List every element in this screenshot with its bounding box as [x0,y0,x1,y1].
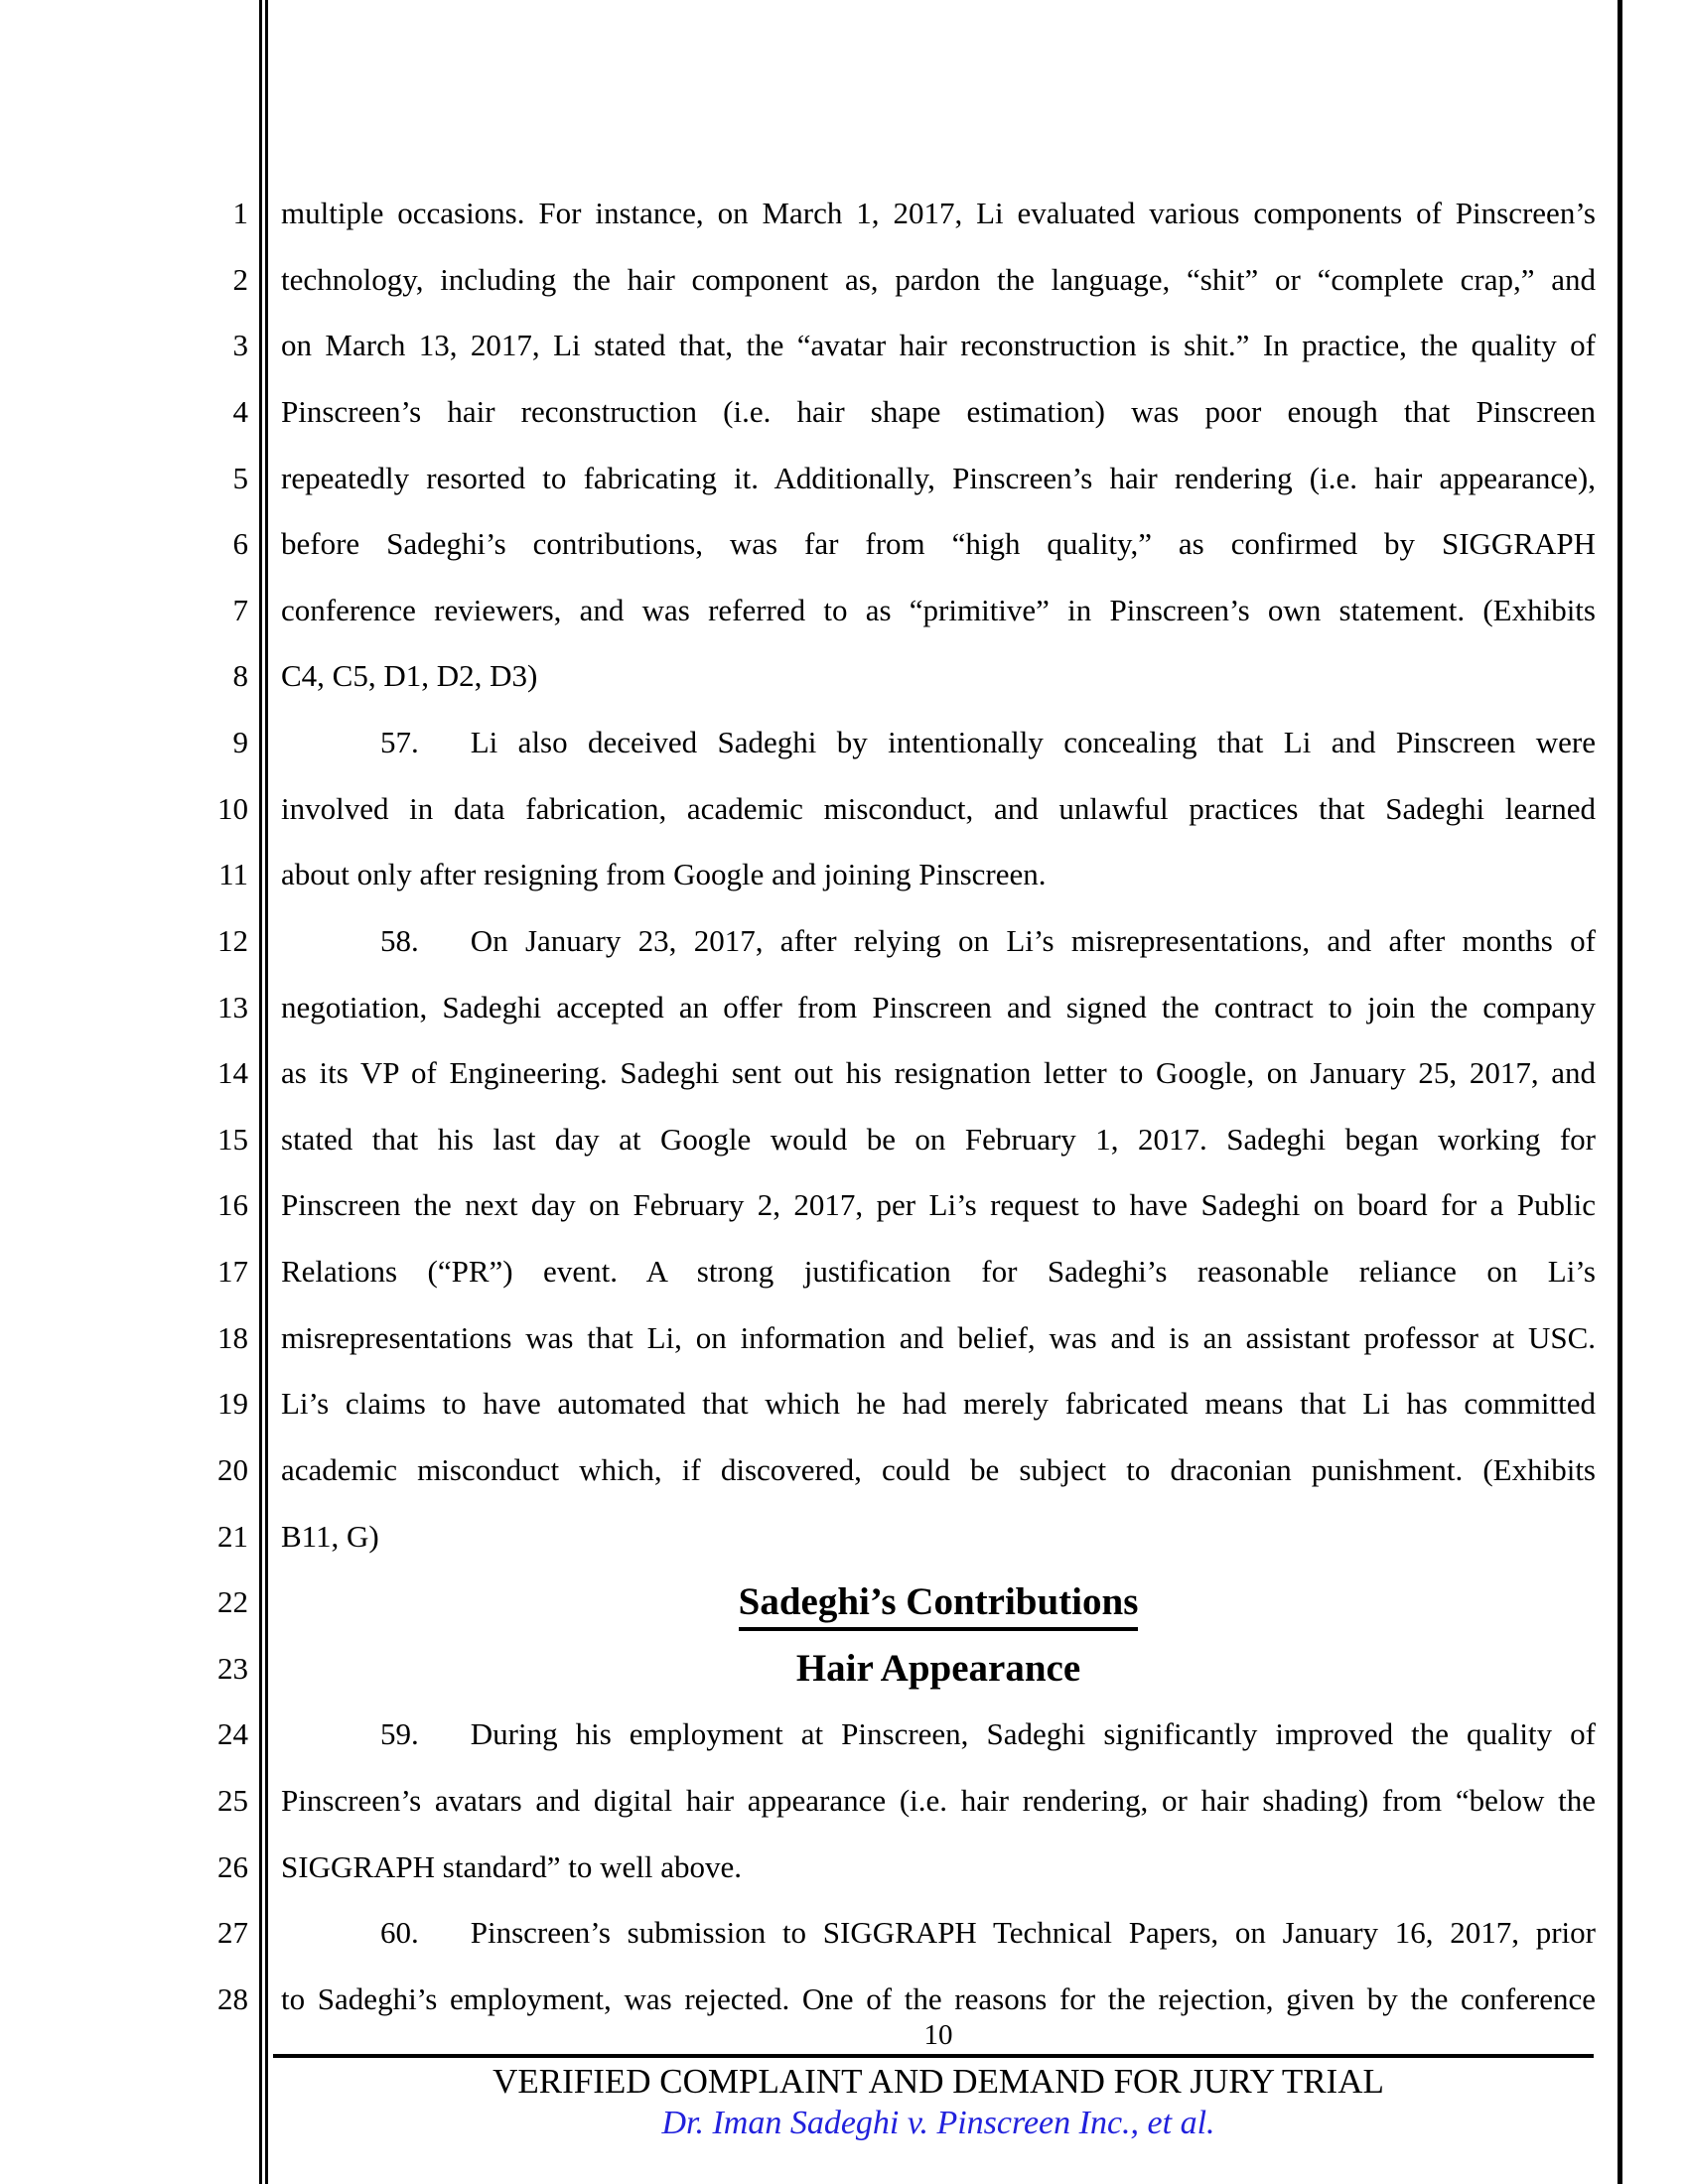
tab-spacer [281,1743,380,1744]
line-number: 25 [217,1783,248,1818]
line-text: stated that his last day at Google would be on February 1, 2017. Sadeghi began working for [281,1121,1596,1157]
document-line [281,1702,1596,1768]
line-text: to Sadeghi’s employment, was rejected. One of the reasons for the rejection, given by the conference [281,1980,1596,2016]
line-text: multiple occasions. For instance, on March 1, 2017, Li evaluated various components of Pinscreen’s [281,196,1596,230]
document-line [281,908,1596,975]
line-number: 14 [217,1055,248,1091]
document-line [281,842,1596,908]
document-line [281,1900,1596,1967]
document-line [281,379,1596,446]
line-text: C4, C5, D1, D2, D3) [281,658,538,694]
document-line [281,776,1596,843]
line-text: Pinscreen’s submission to SIGGRAPH Technical Papers, on January 16, 2017, prior [470,1915,1596,1951]
left-double-rule [259,0,268,2184]
line-text: SIGGRAPH standard” to well above. [281,1848,743,1884]
line-number: 17 [217,1254,248,1289]
line-number: 27 [217,1915,248,1951]
line-number: 7 [232,592,248,627]
tab-spacer [419,751,471,752]
line-number: 1 [232,196,248,230]
paragraph-number: 59. [380,1716,419,1752]
line-number: 12 [217,922,248,958]
line-number: 24 [217,1716,248,1752]
document-line [281,1437,1596,1504]
line-number: 5 [232,460,248,495]
document-line [281,181,1596,247]
line-text: conference reviewers, and was referred to as “primitive” in Pinscreen’s own statement. (Exhibits [281,592,1596,627]
tab-spacer [281,950,380,951]
line-text: Sadeghi’s Contributions [739,1580,1139,1631]
tab-spacer [419,1942,471,1943]
document-line [281,1371,1596,1437]
line-number: 6 [232,526,248,562]
line-number: 22 [217,1584,248,1620]
line-text: On January 23, 2017, after relying on Li’s misrepresentations, and after months of [470,922,1596,958]
line-number: 4 [232,393,248,429]
line-text: involved in data fabrication, academic misconduct, and unlawful practices that Sadeghi learned [281,790,1596,826]
document-line [281,1504,1596,1570]
document-line [281,446,1596,512]
line-number: 16 [217,1187,248,1223]
line-number: 9 [232,725,248,759]
line-number: 13 [217,989,248,1024]
document-line [281,975,1596,1041]
line-number: 18 [217,1319,248,1355]
tab-spacer [419,1743,471,1744]
line-text: on March 13, 2017, Li stated that, the “avatar hair reconstruction is shit.” In practice, the quality of [281,328,1596,363]
line-number: 23 [217,1650,248,1686]
line-text: repeatedly resorted to fabricating it. Additionally, Pinscreen’s hair rendering (i.e. hair appearance), [281,460,1596,495]
document-line [281,1107,1596,1173]
line-number: 3 [232,328,248,363]
paragraph-number: 57. [380,725,419,759]
line-text: B11, G) [281,1518,379,1554]
line-text: Hair Appearance [795,1646,1081,1690]
line-number: 26 [217,1848,248,1884]
line-text: as its VP of Engineering. Sadeghi sent out his resignation letter to Google, on January 25, 2017, and [281,1055,1596,1091]
right-vertical-rule [1618,0,1622,2184]
line-number: 15 [217,1121,248,1157]
line-number: 21 [217,1518,248,1554]
document-line [281,247,1596,314]
line-text: negotiation, Sadeghi accepted an offer from Pinscreen and signed the contract to join the company [281,989,1596,1024]
line-number: 2 [232,261,248,297]
tab-spacer [281,751,380,752]
line-number: 28 [217,1980,248,2016]
document-line [281,578,1596,644]
line-text: Pinscreen’s hair reconstruction (i.e. hair shape estimation) was poor enough that Pinscreen [281,393,1596,429]
line-text: During his employment at Pinscreen, Sadeghi significantly improved the quality of [470,1716,1596,1752]
tab-spacer [281,1942,380,1943]
document-line [281,1172,1596,1239]
footer-title: VERIFIED COMPLAINT AND DEMAND FOR JURY TRIAL [492,2062,1384,2101]
line-text: Li also deceived Sadeghi by intentionally concealing that Li and Pinscreen were [470,725,1596,759]
line-text: misrepresentations was that Li, on information and belief, was and is an assistant professor at USC. [281,1319,1596,1355]
line-text: academic misconduct which, if discovered, could be subject to draconian punishment. (Exhibits [281,1451,1596,1487]
line-text: Relations (“PR”) event. A strong justification for Sadeghi’s reasonable reliance on Li’s [281,1254,1596,1289]
footer-rule [273,2054,1594,2058]
line-number: 8 [232,658,248,694]
document-line [281,511,1596,578]
line-number-column [0,181,248,2033]
line-text: technology, including the hair component as, pardon the language, “shit” or “complete crap,” and [281,261,1596,297]
document-line [281,1040,1596,1107]
tab-spacer [419,950,471,951]
line-text: Pinscreen’s avatars and digital hair appearance (i.e. hair rendering, or hair shading) from “below the [281,1783,1596,1818]
document-body [281,181,1596,2033]
document-line [281,1305,1596,1372]
footer-case-name: Dr. Iman Sadeghi v. Pinscreen Inc., et al. [661,2105,1215,2141]
line-number: 10 [217,790,248,826]
document-line [281,1835,1596,1901]
line-text: Li’s claims to have automated that which he had merely fabricated means that Li has committed [281,1386,1596,1422]
line-number: 19 [217,1386,248,1422]
document-line [281,1768,1596,1835]
line-text: before Sadeghi’s contributions, was far from “high quality,” as confirmed by SIGGRAPH [281,526,1596,562]
document-line [281,1239,1596,1305]
line-number: 20 [217,1451,248,1487]
line-text: Pinscreen the next day on February 2, 2017, per Li’s request to have Sadeghi on board for a Public [281,1187,1596,1223]
subsection-heading [281,1636,1596,1703]
line-number: 11 [218,857,248,892]
document-line [281,643,1596,710]
paragraph-number: 60. [380,1915,419,1951]
section-heading [281,1570,1596,1636]
document-line [281,313,1596,379]
document-line [281,710,1596,776]
paragraph-number: 58. [380,922,419,958]
page-number: 10 [923,2019,953,2051]
line-text: about only after resigning from Google and joining Pinscreen. [281,857,1047,892]
